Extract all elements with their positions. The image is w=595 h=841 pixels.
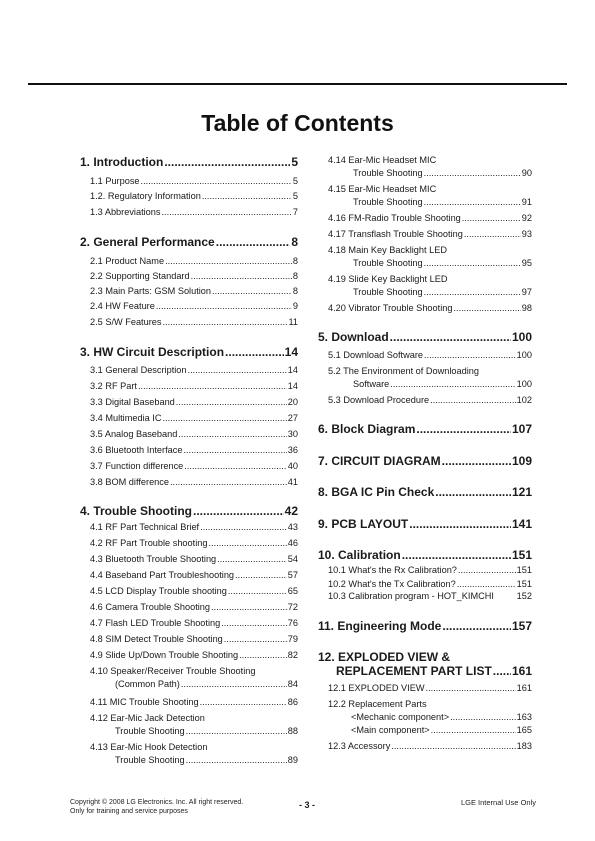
toc-entry-label: REPLACEMENT PART LIST — [336, 664, 492, 678]
page-number: - 3 - — [298, 800, 315, 810]
toc-leader-dots — [200, 696, 287, 708]
toc-leader-dots — [156, 300, 292, 312]
toc-page-number: 9 — [292, 301, 298, 311]
toc-entry-label: 8. BGA IC Pin Check — [318, 485, 435, 499]
toc-leader-dots — [424, 196, 521, 208]
toc-subsection-entry[interactable] — [328, 578, 532, 590]
toc-entry-label: 4.17 Transflash Trouble Shooting — [328, 229, 463, 239]
toc-subsection-entry[interactable] — [90, 316, 298, 328]
toc-leader-dots — [212, 285, 292, 297]
toc-section-entry[interactable] — [318, 454, 532, 469]
toc-leader-dots — [164, 155, 290, 170]
toc-entry-label: 12.1 EXPLODED VIEW — [328, 683, 425, 693]
toc-entry-label: 4.1 RF Part Technical Brief — [90, 522, 200, 532]
toc-page-number: 20 — [287, 397, 298, 407]
toc-page-number: 46 — [287, 538, 298, 548]
toc-leader-dots — [426, 682, 516, 694]
toc-subsection-entry[interactable] — [90, 460, 298, 472]
toc-page-number: 163 — [516, 712, 532, 722]
toc-page-number: 76 — [287, 618, 298, 628]
toc-leader-dots — [239, 649, 287, 661]
toc-subsection-entry[interactable] — [353, 378, 532, 390]
toc-subsection-entry[interactable] — [351, 724, 532, 736]
toc-subsection-entry[interactable] — [328, 302, 532, 314]
toc-leader-dots — [431, 724, 516, 736]
toc-page-number: 79 — [287, 634, 298, 644]
toc-leader-dots — [186, 754, 287, 766]
toc-entry-label: 3.5 Analog Baseband — [90, 429, 178, 439]
toc-entry-label: 4.18 Main Key Backlight LED — [328, 245, 447, 255]
footer-copyright — [70, 798, 290, 816]
toc-subsection-entry[interactable] — [90, 396, 298, 408]
toc-leader-dots — [208, 537, 286, 549]
toc-entry-label: 2.4 HW Feature — [90, 301, 155, 311]
toc-leader-dots — [424, 286, 521, 298]
toc-page-number: 141 — [511, 517, 532, 531]
toc-subsection-entry[interactable] — [328, 273, 532, 285]
toc-section-entry[interactable] — [318, 650, 532, 665]
toc-leader-dots — [424, 349, 516, 361]
toc-entry-label: <Main component> — [351, 725, 430, 735]
toc-page-number: 42 — [284, 504, 298, 518]
toc-subsection-entry[interactable] — [90, 521, 298, 533]
toc-subsection-entry[interactable] — [90, 617, 298, 629]
toc-leader-dots — [457, 578, 516, 590]
toc-entry-label: 4.4 Baseband Part Troubleshooting — [90, 570, 235, 580]
toc-entry-label: 1.1 Purpose — [90, 176, 140, 186]
toc-page-number: 157 — [511, 619, 532, 633]
toc-leader-dots — [450, 711, 516, 723]
toc-entry-label: 3.1 General Description — [90, 365, 187, 375]
toc-section-entry[interactable] — [80, 155, 298, 170]
toc-page-number: 82 — [287, 650, 298, 660]
toc-leader-dots — [138, 380, 287, 392]
toc-page-number: 151 — [516, 565, 532, 575]
toc-entry-label: Trouble Shooting — [353, 197, 423, 207]
toc-entry-label: 3.3 Digital Baseband — [90, 397, 175, 407]
toc-subsection-entry[interactable] — [328, 698, 532, 710]
toc-page-number: 161 — [511, 664, 532, 678]
toc-subsection-entry[interactable] — [328, 244, 532, 256]
toc-page-number: 151 — [511, 548, 532, 562]
toc-entry-label: 10.3 Calibration program - HOT_KIMCHI — [328, 591, 494, 601]
toc-page-number: 54 — [287, 554, 298, 564]
toc-page-number: 57 — [287, 570, 298, 580]
toc-subsection-entry[interactable] — [90, 285, 298, 297]
toc-leader-dots — [211, 601, 287, 613]
toc-subsection-entry[interactable] — [328, 183, 532, 195]
toc-section-entry[interactable] — [80, 235, 298, 250]
toc-page-number: 89 — [287, 755, 298, 765]
toc-leader-dots — [390, 330, 511, 345]
toc-entry-label: 7. CIRCUIT DIAGRAM — [318, 454, 441, 468]
toc-leader-dots — [416, 422, 511, 437]
toc-page-number: 30 — [287, 429, 298, 439]
toc-subsection-entry[interactable] — [353, 257, 532, 269]
toc-leader-dots — [225, 345, 284, 360]
toc-page-number: 109 — [511, 454, 532, 468]
toc-page-number: 43 — [287, 522, 298, 532]
toc-leader-dots — [430, 394, 516, 406]
toc-subsection-entry[interactable] — [328, 365, 532, 377]
toc-entry-label: 4.20 Vibrator Trouble Shooting — [328, 303, 453, 313]
toc-leader-dots — [402, 548, 511, 563]
toc-subsection-entry[interactable] — [115, 754, 298, 766]
toc-subsection-entry[interactable] — [90, 553, 298, 565]
toc-leader-dots — [188, 364, 287, 376]
toc-page-number: 100 — [516, 350, 532, 360]
toc-page-number: 8 — [292, 271, 298, 281]
toc-entry-label: 4.8 SIM Detect Trouble Shooting — [90, 634, 223, 644]
toc-page-number: 14 — [287, 365, 298, 375]
toc-page-number: 40 — [287, 461, 298, 471]
toc-leader-dots — [453, 302, 520, 314]
toc-leader-dots — [181, 678, 287, 690]
toc-leader-dots — [176, 396, 287, 408]
toc-leader-dots — [141, 175, 292, 187]
toc-leader-dots — [165, 255, 292, 267]
toc-leader-dots — [184, 460, 286, 472]
toc-section-entry[interactable] — [318, 330, 532, 345]
copyright-text: Copyright © 2008 LG Electronics. Inc. All right reserved. — [70, 799, 244, 806]
toc-page-number: 8 — [292, 286, 298, 296]
toc-entry-label: 4.15 Ear-Mic Headset MIC — [328, 184, 437, 194]
toc-page-number: 5 — [292, 176, 298, 186]
toc-entry-label: 4.6 Camera Trouble Shooting — [90, 602, 211, 612]
toc-page-number: 165 — [516, 725, 532, 735]
toc-entry-label: Software — [353, 379, 390, 389]
toc-section-entry[interactable] — [318, 485, 532, 500]
toc-leader-dots — [391, 740, 515, 752]
toc-entry-label: 5.1 Download Software — [328, 350, 423, 360]
toc-leader-dots — [442, 454, 511, 469]
toc-subsection-entry[interactable] — [115, 725, 298, 737]
toc-entry-label: 4.16 FM-Radio Trouble Shooting — [328, 213, 461, 223]
toc-page-number: 5 — [292, 191, 298, 201]
toc-page-number: 151 — [516, 579, 532, 589]
toc-entry-label: 4.7 Flash LED Trouble Shooting — [90, 618, 221, 628]
toc-page-number: 100 — [516, 379, 532, 389]
toc-page-number: 121 — [511, 485, 532, 499]
toc-entry-label: <Mechanic component> — [351, 712, 450, 722]
toc-page-number: 93 — [521, 229, 532, 239]
toc-entry-label: 5. Download — [318, 330, 389, 344]
toc-leader-dots — [191, 270, 292, 282]
toc-leader-dots — [221, 617, 287, 629]
toc-subsection-entry[interactable] — [90, 190, 298, 202]
toc-page-number: 86 — [287, 697, 298, 707]
toc-entry-label: 2.1 Product Name — [90, 256, 165, 266]
toc-page-number: 65 — [287, 586, 298, 596]
toc-subsection-entry[interactable] — [115, 678, 298, 690]
toc-page-number: 14 — [284, 345, 298, 359]
toc-subsection-entry[interactable] — [328, 349, 532, 361]
toc-subsection-entry[interactable] — [328, 154, 532, 166]
toc-subsection-entry[interactable] — [353, 196, 532, 208]
toc-entry-label: 12. EXPLODED VIEW & — [318, 650, 451, 664]
toc-subsection-entry[interactable] — [90, 412, 298, 424]
toc-entry-label: 2. General Performance — [80, 235, 215, 249]
toc-entry-label: 1. Introduction — [80, 155, 164, 169]
toc-entry-label: 2.5 S/W Features — [90, 317, 162, 327]
toc-leader-dots — [178, 428, 286, 440]
toc-page-number: 7 — [292, 207, 298, 217]
toc-subsection-entry[interactable] — [90, 380, 298, 392]
toc-page-number: 102 — [516, 395, 532, 405]
toc-entry-label: 3. HW Circuit Description — [80, 345, 225, 359]
toc-subsection-entry[interactable] — [90, 633, 298, 645]
toc-page-number: 100 — [511, 330, 532, 344]
toc-leader-dots — [200, 521, 287, 533]
toc-section-entry[interactable] — [318, 548, 532, 563]
toc-page-number: 90 — [521, 168, 532, 178]
toc-entry-label: 4.10 Speaker/Receiver Trouble Shooting — [90, 666, 256, 676]
toc-page-number: 161 — [516, 683, 532, 693]
toc-subsection-entry[interactable] — [90, 444, 298, 456]
toc-leader-dots — [228, 585, 287, 597]
toc-leader-dots — [163, 412, 287, 424]
toc-subsection-entry[interactable] — [90, 569, 298, 581]
toc-entry-label: 4.12 Ear-Mic Jack Detection — [90, 713, 205, 723]
toc-leader-dots — [163, 316, 288, 328]
toc-entry-label: 2.3 Main Parts: GSM Solution — [90, 286, 212, 296]
toc-page-number: 27 — [287, 413, 298, 423]
toc-leader-dots — [193, 504, 284, 519]
toc-leader-dots — [442, 619, 511, 634]
toc-leader-dots — [390, 378, 515, 390]
toc-subsection-entry[interactable] — [90, 206, 298, 218]
toc-entry-label: 9. PCB LAYOUT — [318, 517, 409, 531]
toc-leader-dots — [216, 235, 291, 250]
toc-page-number: 84 — [287, 679, 298, 689]
toc-page-number: 91 — [521, 197, 532, 207]
toc-subsection-entry[interactable] — [328, 740, 532, 752]
toc-entry-label: 1.2. Regulatory Information — [90, 191, 201, 201]
toc-leader-dots — [224, 633, 287, 645]
toc-page-number: 97 — [521, 287, 532, 297]
toc-section-entry[interactable] — [80, 345, 298, 360]
toc-subsection-entry[interactable] — [90, 476, 298, 488]
toc-entry-label: Trouble Shooting — [353, 168, 423, 178]
training-note: Only for training and service purposes — [70, 808, 188, 815]
toc-subsection-entry[interactable] — [90, 270, 298, 282]
toc-leader-dots — [186, 725, 287, 737]
toc-subsection-entry[interactable] — [90, 696, 298, 708]
toc-subsection-entry[interactable] — [90, 741, 298, 753]
toc-section-entry[interactable] — [318, 422, 532, 437]
toc-leader-dots — [217, 553, 287, 565]
toc-leader-dots — [162, 206, 292, 218]
toc-page-number: 36 — [287, 445, 298, 455]
toc-leader-dots — [464, 228, 521, 240]
toc-leader-dots — [424, 257, 521, 269]
toc-subsection-entry[interactable] — [90, 649, 298, 661]
toc-page-number: 88 — [287, 726, 298, 736]
toc-page-number: 41 — [287, 477, 298, 487]
toc-entry-label: 2.2 Supporting Standard — [90, 271, 190, 281]
toc-entry-label: 6. Block Diagram — [318, 422, 416, 436]
toc-leader-dots — [462, 212, 521, 224]
toc-leader-dots — [458, 564, 516, 576]
toc-subsection-entry[interactable] — [90, 175, 298, 187]
toc-leader-dots — [435, 485, 511, 500]
toc-subsection-entry[interactable] — [328, 228, 532, 240]
toc-subsection-entry[interactable] — [90, 712, 298, 724]
toc-subsection-entry[interactable] — [90, 537, 298, 549]
toc-entry-label: 10.1 What's the Rx Calibration? — [328, 565, 457, 575]
toc-entry-label: (Common Path) — [115, 679, 180, 689]
toc-subsection-entry[interactable] — [328, 682, 532, 694]
toc-leader-dots — [493, 664, 511, 679]
toc-leader-dots — [183, 444, 286, 456]
toc-subsection-entry[interactable] — [90, 255, 298, 267]
toc-page-number: 14 — [287, 381, 298, 391]
toc-section-entry[interactable] — [318, 619, 532, 634]
toc-subsection-entry[interactable] — [353, 167, 532, 179]
toc-leader-dots — [202, 190, 292, 202]
toc-entry-label: 4.14 Ear-Mic Headset MIC — [328, 155, 437, 165]
toc-entry-label: 4.2 RF Part Trouble shooting — [90, 538, 208, 548]
toc-subsection-entry[interactable] — [90, 428, 298, 440]
toc-subsection-entry[interactable] — [90, 601, 298, 613]
toc-entry-label: 4.9 Slide Up/Down Trouble Shooting — [90, 650, 239, 660]
toc-leader-dots — [424, 167, 521, 179]
toc-entry-label: 3.8 BOM difference — [90, 477, 169, 487]
toc-entry-label: Trouble Shooting — [115, 755, 185, 765]
toc-page-number: 5 — [291, 155, 298, 169]
toc-entry-label: 4. Trouble Shooting — [80, 504, 192, 518]
toc-entry-label: 4.19 Slide Key Backlight LED — [328, 274, 448, 284]
toc-entry-label: Trouble Shooting — [353, 258, 423, 268]
toc-entry-label: 5.3 Download Procedure — [328, 395, 430, 405]
toc-page-number: 152 — [516, 591, 532, 601]
toc-leader-dots — [409, 517, 511, 532]
toc-entry-label: Trouble Shooting — [115, 726, 185, 736]
toc-entry-label: 11. Engineering Mode — [318, 619, 442, 633]
toc-page-number: 98 — [521, 303, 532, 313]
toc-entry-label: 3.6 Bluetooth Interface — [90, 445, 183, 455]
toc-entry-label: 4.5 LCD Display Trouble shooting — [90, 586, 227, 596]
toc-page-number: 8 — [291, 235, 298, 249]
toc-leader-dots — [170, 476, 287, 488]
toc-entry-label: 12.2 Replacement Parts — [328, 699, 427, 709]
page-title: Table of Contents — [201, 110, 394, 136]
top-rule — [28, 83, 567, 85]
toc-subsection-entry[interactable] — [353, 286, 532, 298]
toc-section-entry[interactable] — [318, 517, 532, 532]
toc-entry-label: 3.4 Multimedia IC — [90, 413, 162, 423]
toc-subsection-entry[interactable] — [351, 711, 532, 723]
toc-page-number: 183 — [516, 741, 532, 751]
toc-subsection-entry[interactable] — [90, 665, 298, 677]
toc-subsection-entry[interactable] — [90, 300, 298, 312]
toc-page-number: 8 — [292, 256, 298, 266]
toc-section-entry[interactable] — [336, 664, 532, 679]
toc-subsection-entry[interactable] — [90, 585, 298, 597]
toc-subsection-entry[interactable] — [328, 590, 532, 602]
internal-use-note: LGE Internal Use Only — [460, 798, 536, 807]
toc-entry-label: 12.3 Accessory — [328, 741, 391, 751]
toc-subsection-entry[interactable] — [328, 212, 532, 224]
toc-leader-dots — [235, 569, 287, 581]
toc-entry-label: 4.13 Ear-Mic Hook Detection — [90, 742, 208, 752]
toc-entry-label: 3.2 RF Part — [90, 381, 137, 391]
toc-entry-label: 4.11 MIC Trouble Shooting — [90, 697, 199, 707]
toc-entry-label: 5.2 The Environment of Downloading — [328, 366, 480, 376]
toc-page-number: 72 — [287, 602, 298, 612]
toc-subsection-entry[interactable] — [90, 364, 298, 376]
toc-entry-label: 1.3 Abbreviations — [90, 207, 161, 217]
toc-entry-label: 10.2 What's the Tx Calibration? — [328, 579, 456, 589]
toc-subsection-entry[interactable] — [328, 564, 532, 576]
toc-entry-label: 3.7 Function difference — [90, 461, 184, 471]
toc-page-number: 11 — [288, 317, 298, 327]
toc-page-number: 92 — [521, 213, 532, 223]
toc-page-number: 95 — [521, 258, 532, 268]
toc-section-entry[interactable] — [80, 504, 298, 519]
toc-entry-label: 10. Calibration — [318, 548, 401, 562]
toc-subsection-entry[interactable] — [328, 394, 532, 406]
toc-entry-label: 4.3 Bluetooth Trouble Shooting — [90, 554, 217, 564]
toc-page-number: 107 — [511, 422, 532, 436]
toc-entry-label: Trouble Shooting — [353, 287, 423, 297]
